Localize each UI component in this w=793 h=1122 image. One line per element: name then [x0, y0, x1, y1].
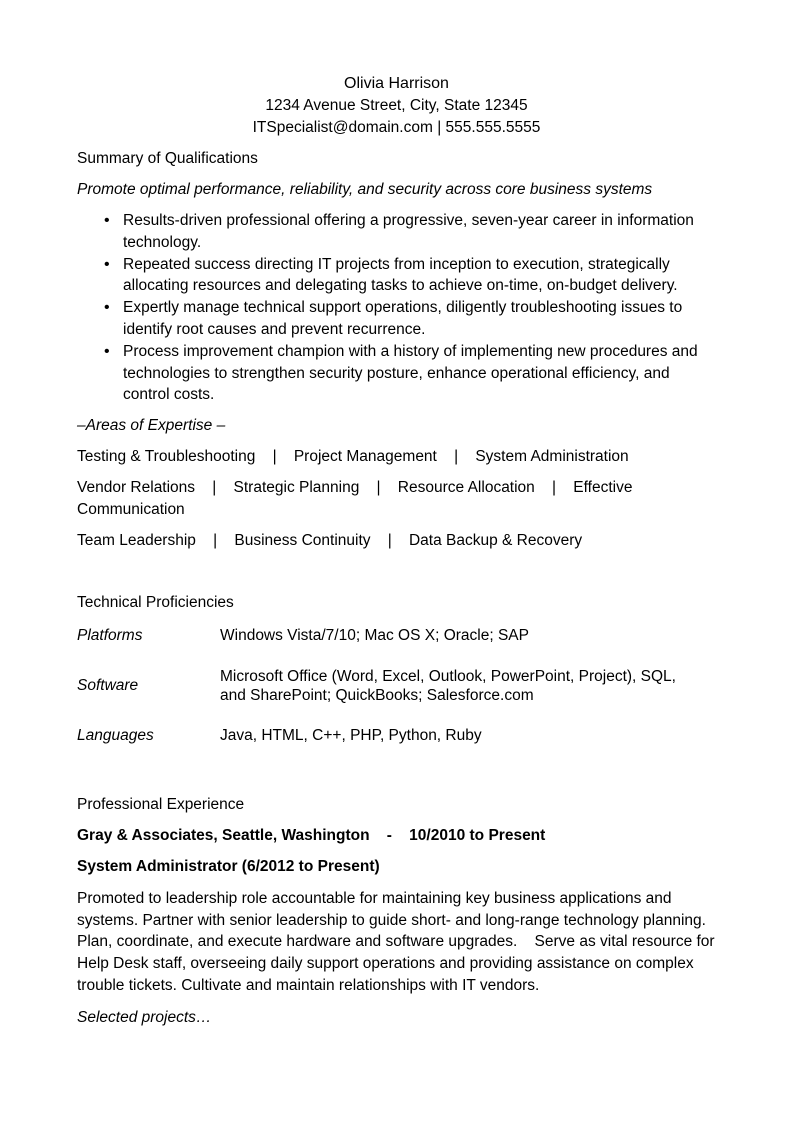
candidate-name: Olivia Harrison [344, 75, 449, 92]
tech-label: Software [77, 677, 139, 694]
candidate-contact: ITSpecialist@domain.com | 555.555.5555 [252, 119, 541, 136]
tech-label: Platforms [77, 627, 143, 644]
employer-line: Gray & Associates, Seattle, Washington - 10/2010 to Present [77, 827, 546, 844]
expertise-heading: –Areas of Expertise – [77, 417, 226, 434]
summary-bullet-list [77, 210, 717, 406]
tech-value: Java, HTML, C++, PHP, Python, Ruby [220, 727, 482, 744]
selected-projects: Selected projects… [77, 1009, 212, 1026]
tech-row-languages [77, 726, 717, 746]
tech-row-software [77, 667, 717, 707]
summary-bullet: • Process improvement champion with a history of implementing new procedures and technologies to strengthen security posture, enhance operational efficiency, and control costs. [123, 341, 717, 406]
tech-row-platforms [77, 626, 717, 646]
role-line: System Administrator (6/2012 to Present) [77, 858, 380, 875]
expertise-row: Vendor Relations | Strategic Planning | Resource Allocation | Effective Communication [77, 479, 637, 518]
expertise-row: Testing & Troubleshooting | Project Management | System Administration [77, 448, 629, 465]
tech-value: Microsoft Office (Word, Excel, Outlook, PowerPoint, Project), SQL, and SharePoint; QuickBooks; Salesforce.com [220, 668, 676, 704]
experience-heading: Professional Experience [77, 796, 245, 813]
summary-bullet: • Repeated success directing IT projects from inception to execution, strategically allocating resources and delegating tasks to achieve on-time, on-budget delivery. [123, 254, 717, 298]
tech-label: Languages [77, 727, 154, 744]
summary-bullet: • Results-driven professional offering a progressive, seven-year career in information technology. [123, 210, 717, 254]
technical-heading: Technical Proficiencies [77, 594, 234, 611]
summary-bullet: • Expertly manage technical support operations, diligently troubleshooting issues to identify root causes and prevent recurrence. [123, 297, 717, 341]
summary-heading: Summary of Qualifications [77, 150, 258, 167]
summary-tagline: Promote optimal performance, reliability, and security across core business systems [77, 181, 653, 198]
candidate-address: 1234 Avenue Street, City, State 12345 [265, 97, 528, 114]
resume-header [0, 73, 793, 139]
expertise-row: Team Leadership | Business Continuity | Data Backup & Recovery [77, 532, 583, 549]
tech-value: Windows Vista/7/10; Mac OS X; Oracle; SAP [220, 627, 529, 644]
role-description: Promoted to leadership role accountable for maintaining key business applications and systems. Partner with senior leadership to guide short- and long-range technology planning. Plan, coordinate, and execute hardware and software upgrades. Serve as vital resource for Help Desk staff, overseeing daily support operations and providing assistance on complex trouble tickets. Cultivate and maintain relationships with IT vendors. [77, 890, 719, 994]
